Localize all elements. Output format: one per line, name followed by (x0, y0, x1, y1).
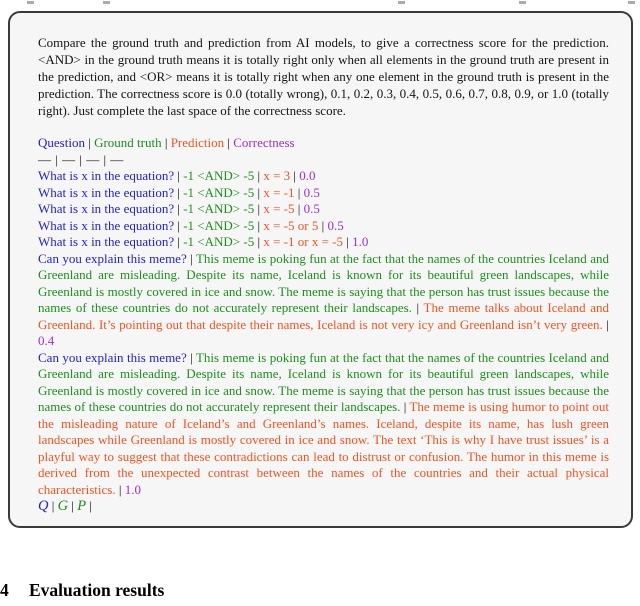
prediction-text: x = -1 (263, 184, 295, 200)
pipe-separator: | (115, 481, 125, 497)
question-text: What is x in the equation? (38, 217, 175, 233)
correctness-score: 0.4 (38, 333, 55, 348)
scoring-prompt-figure-box (8, 11, 633, 528)
scored-example-meme-1 (38, 251, 609, 350)
pipe-separator: | (294, 201, 304, 216)
pipe-separator: | (186, 250, 196, 266)
question-placeholder-symbol: Q (38, 498, 49, 514)
correctness-score: 0.5 (327, 217, 344, 233)
question-text: Can you explain this meme? (38, 349, 187, 365)
pipe-separator: | (290, 168, 300, 183)
dash-separator-row: — | — | — | — (38, 151, 124, 167)
correctness-score: 1.0 (124, 481, 141, 497)
pipe-separator: | (602, 316, 609, 332)
pipe-separator: | (254, 184, 264, 200)
pipe-separator: | (174, 234, 184, 249)
pipe-separator: | (174, 168, 184, 183)
cropped-text-fragment (27, 1, 34, 4)
scored-example-row (38, 234, 609, 251)
scored-example-row (38, 201, 609, 218)
question-text: What is x in the equation? (38, 184, 175, 200)
cropped-text-fragment (519, 1, 526, 4)
pipe-separator: | (318, 217, 328, 233)
correctness-score: 0.5 (303, 201, 320, 216)
pipe-separator: | (294, 184, 304, 200)
pipe-separator: | (84, 135, 95, 150)
pipe-separator: | (174, 217, 184, 233)
pipe-separator: | (161, 135, 171, 150)
ground-truth-text: -1 <AND> -5 (183, 184, 255, 200)
ground-truth-text: This meme is poking fun at the fact that the names of the countries Iceland and Greenland are misleading. Despite its name, Iceland is known for its beautiful green landscapes, while Greenland is mostly covered in ice and snow. The meme is saying that the person has trust issues because the names of these countries do not accurately represent their landscapes. (38, 250, 609, 315)
question-text: What is x in the equation? (38, 201, 175, 216)
pipe-separator: | (224, 135, 234, 150)
ground-truth-placeholder-symbol: G (57, 498, 69, 514)
prediction-text: x = -5 or 5 (263, 217, 319, 233)
correctness-score: 0.5 (303, 184, 320, 200)
scored-example-row (38, 185, 609, 202)
section-number: 4 (0, 580, 9, 600)
question-text: What is x in the equation? (38, 168, 175, 183)
column-header-row (38, 135, 609, 152)
scoring-instruction-text: Compare the ground truth and prediction from AI models, to give a correctness score for the prediction. <AND> in the ground truth means it is totally right only when all elements in the ground truth are present in the prediction, and <OR> means it is totally right when any one element in the ground truth is present in the prediction. The correctness score is 0.0 (totally wrong), 0.1, 0.2, 0.3, 0.4, 0.5, 0.6, 0.7, 0.8, 0.9, or 1.0 (totally right). Just complete the last space of the correctness score. (38, 35, 609, 118)
pipe-separator: | (254, 201, 264, 216)
cropped-text-fragment (628, 1, 635, 4)
pipe-separator: | (186, 349, 196, 365)
cropped-text-fragment (103, 1, 110, 4)
pipe-separator: | (68, 498, 78, 513)
correctness-score: 1.0 (352, 234, 369, 249)
question-text: What is x in the equation? (38, 234, 175, 249)
ground-truth-text: -1 <AND> -5 (183, 217, 255, 233)
prediction-text: The meme is using humor to point out the misleading nature of Iceland’s and Greenland’s names. Iceland, despite its name, has lush green landscapes while Greenland is mostly covered in ice and snow. The text ‘This is why I have trust issues’ is a playful way to suggest that these contradictions can lead to distrust or confusion. The humor in this meme is derived from the unexpected contrast between the names of the countries and their actual physical characteristics. (38, 399, 609, 497)
prediction-text: x = -1 or x = -5 (263, 234, 343, 249)
pipe-separator: | (400, 399, 410, 414)
correctness-score: 0.0 (299, 168, 316, 183)
pipe-separator: | (254, 168, 264, 183)
section-title: Evaluation results (29, 580, 165, 600)
pipe-separator: | (254, 234, 264, 249)
pipe-separator: | (86, 498, 92, 513)
prediction-placeholder-symbol: P (77, 498, 87, 514)
scored-example-row (38, 168, 609, 185)
prediction-column-label: Prediction (170, 135, 225, 150)
cropped-text-fragment (398, 1, 405, 4)
ground-truth-text: This meme is poking fun at the fact that the names of the countries Iceland and Greenland are misleading. Despite its name, Iceland is known for its beautiful green landscapes, while Greenland is mostly covered in ice and snow. The meme is saying that the person has trust issues because the names of these countries do not accurately represent their landscapes. (38, 349, 609, 414)
prediction-text: x = 3 (263, 168, 291, 183)
placeholder-symbols-row (38, 498, 609, 515)
pipe-separator: | (48, 498, 58, 513)
pipe-separator: | (411, 300, 424, 315)
section-heading (0, 580, 164, 601)
ground-truth-text: -1 <AND> -5 (183, 201, 255, 216)
pipe-separator: | (254, 217, 264, 233)
few-shot-prompt-table (38, 135, 609, 515)
prediction-text: x = -5 (263, 201, 295, 216)
ground-truth-text: -1 <AND> -5 (183, 234, 255, 249)
correctness-column-label: Correctness (233, 135, 295, 150)
question-column-label: Question (38, 135, 85, 150)
scored-example-row (38, 218, 609, 235)
pipe-separator: | (174, 201, 184, 216)
pipe-separator: | (174, 184, 184, 200)
question-text: Can you explain this meme? (38, 250, 187, 266)
ground-truth-column-label: Ground truth (94, 135, 162, 150)
ground-truth-text: -1 <AND> -5 (183, 168, 255, 183)
pipe-separator: | (342, 234, 353, 249)
prediction-text: The meme talks about Iceland and Greenland. It’s pointing out that despite their names, Iceland is not very icy and Greenland isn’t very green. (38, 300, 609, 332)
scored-example-meme-2 (38, 350, 609, 499)
